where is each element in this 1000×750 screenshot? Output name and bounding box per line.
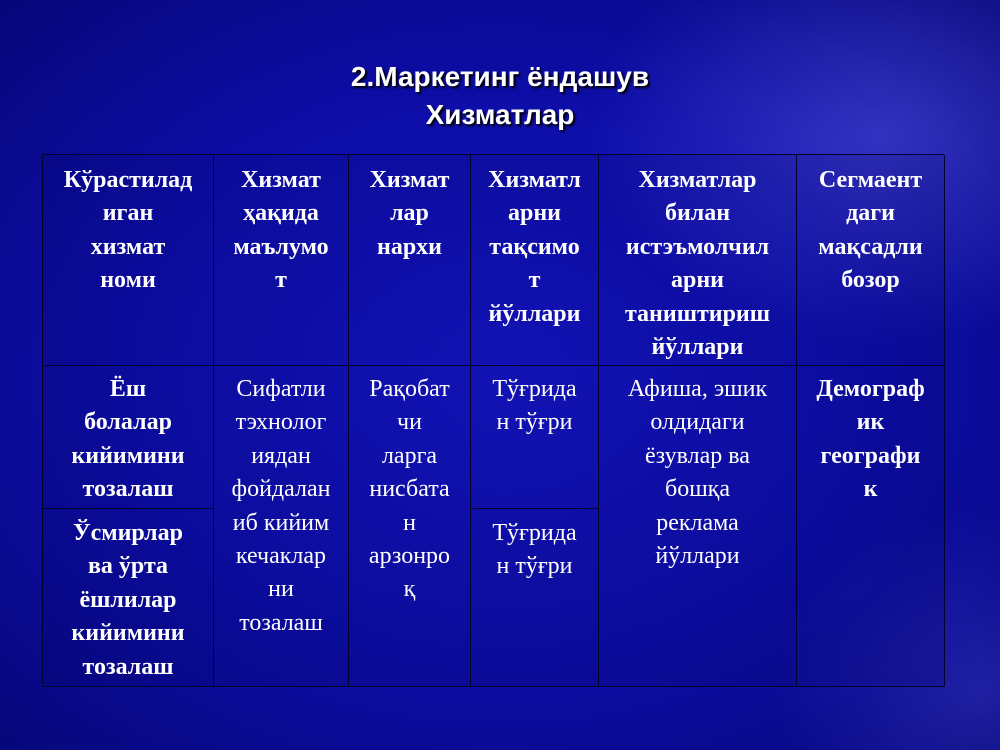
cell-service-name-2 — [43, 509, 214, 687]
cell-distribution-2 — [471, 509, 599, 687]
cell-text-line: тозалаш — [239, 609, 323, 636]
header-target-market — [797, 155, 945, 366]
cell-text-line: т — [275, 267, 287, 294]
cell-text-line: йўллари — [651, 334, 744, 361]
cell-text-line: истэъмолчил — [625, 233, 770, 260]
cell-text-line: Хизмат — [369, 167, 450, 193]
cell-text-line: Афиша, эшик — [627, 376, 768, 402]
cell-target-market — [797, 366, 945, 687]
cell-text-line: Ўсмирлар — [72, 520, 183, 546]
cell-text-line: Тўғрида — [492, 520, 577, 546]
cell-text-line: тэхнолог — [235, 409, 327, 436]
cell-text-line: лар — [390, 200, 429, 227]
cell-text-line: ларга — [381, 442, 438, 469]
cell-text-line: олдидаги — [650, 409, 745, 436]
cell-text-line: кийимини — [71, 442, 185, 469]
cell-text-line: арни — [670, 267, 724, 294]
cell-service-info — [214, 366, 349, 687]
cell-promotion — [599, 366, 797, 687]
header-distribution — [471, 155, 599, 366]
cell-text-line: иядан — [251, 442, 311, 469]
cell-text-line: нархи — [376, 233, 442, 260]
cell-text-line: к — [863, 476, 878, 503]
cell-text-line: кийимини — [71, 620, 185, 647]
cell-text-line: хизмат — [90, 233, 166, 260]
header-service-name — [43, 155, 214, 366]
cell-text-line: реклама — [656, 509, 739, 536]
cell-text-line: маълумо — [233, 233, 329, 260]
cell-distribution-1 — [471, 366, 599, 509]
services-table — [42, 154, 944, 686]
cell-text-line: болалар — [84, 409, 172, 436]
cell-text-line: таништириш — [624, 300, 771, 327]
slide-title-line-2: Хизматлар — [425, 99, 575, 130]
cell-text-line: Ёш — [109, 376, 147, 402]
cell-service-name-1 — [43, 366, 214, 509]
cell-text-line: иган — [102, 200, 154, 227]
cell-text-line: т — [528, 267, 541, 294]
cell-text-line: йўллари — [488, 300, 581, 327]
cell-text-line: ёзувлар ва — [645, 442, 750, 469]
cell-text-line: н тўғри — [496, 553, 573, 580]
cell-text-line: н тўғри — [496, 409, 573, 436]
cell-text-line: Сегмаент — [818, 167, 923, 193]
cell-text-line: Кўрастилад — [63, 167, 193, 193]
cell-text-line: географи — [820, 442, 921, 469]
slide-title-line-1: 2.Маркетинг ёндашув — [350, 61, 650, 92]
cell-text-line: билан — [664, 200, 731, 227]
cell-text-line: ни — [268, 576, 294, 603]
cell-text-line: Демограф — [816, 376, 925, 402]
cell-text-line: даги — [846, 200, 895, 227]
cell-text-line: ик — [856, 409, 885, 436]
header-service-info — [214, 155, 349, 366]
cell-text-line: нисбата — [369, 476, 450, 503]
cell-text-line: арзонро — [368, 543, 451, 570]
cell-text-line: номи — [100, 267, 156, 294]
cell-text-line: Хизматлар — [638, 167, 757, 193]
cell-text-line: Тўғрида — [492, 376, 577, 402]
cell-text-line: фойдалан — [231, 476, 331, 503]
slide-title — [0, 58, 1000, 134]
cell-text-line: ёшлилар — [79, 586, 177, 613]
cell-text-line: бошқа — [664, 476, 730, 503]
cell-text-line: тақсимо — [489, 233, 580, 260]
cell-text-line: бозор — [841, 267, 900, 294]
header-promotion — [599, 155, 797, 366]
cell-price — [349, 366, 471, 687]
cell-text-line: Хизмат — [241, 167, 321, 193]
cell-text-line: чи — [397, 409, 422, 436]
cell-text-line: н — [403, 509, 416, 536]
cell-text-line: тозалаш — [82, 476, 174, 503]
cell-text-line: ва ўрта — [87, 553, 169, 580]
cell-text-line: тозалаш — [82, 653, 174, 680]
cell-text-line: ҳақида — [243, 200, 319, 227]
cell-text-line: иб кийим — [232, 509, 330, 536]
header-service-price — [349, 155, 471, 366]
cell-text-line: Сифатли — [236, 376, 326, 402]
cell-text-line: йўллари — [655, 543, 740, 570]
cell-text-line: кечаклар — [235, 543, 327, 570]
cell-text-line: қ — [403, 576, 416, 603]
cell-text-line: Хизматл — [488, 167, 581, 193]
cell-text-line: мақсадли — [818, 233, 923, 260]
cell-text-line: арни — [507, 200, 561, 227]
cell-text-line: Рақобат — [369, 376, 450, 402]
